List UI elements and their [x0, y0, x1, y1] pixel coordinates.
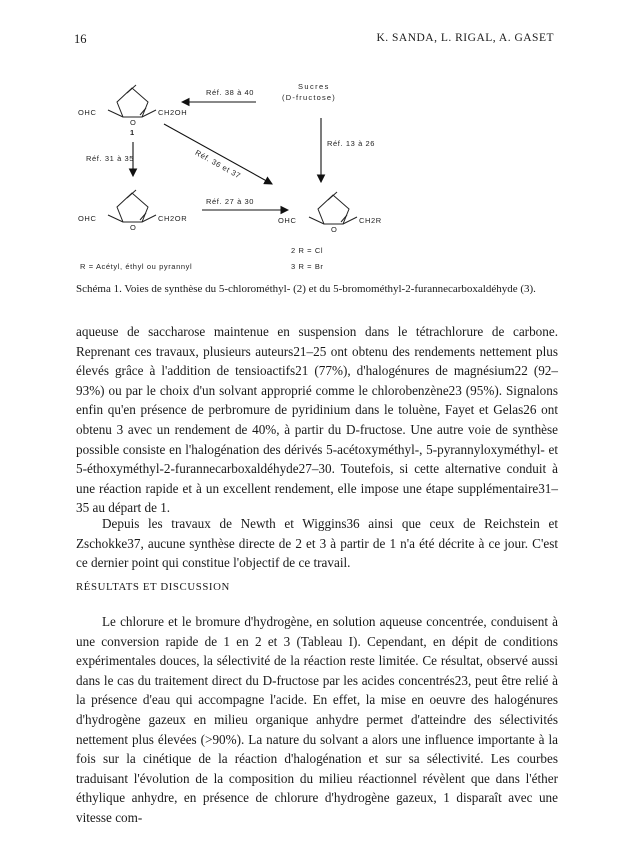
paragraph-3: Le chlorure et le bromure d'hydrogène, en solution aqueuse concentrée, conduisent à une conversion rapide de 1 en 2 et 3 (Tableau I). Cependant, en dépit de conditions expérimentales douces, la sélectivité de la réaction reste limitée. Ce résultat, observé aussi dans le cas du traitement direct du D-fructose par les acides concentrés23, peut être relié à la présence d'eau qui accompagne l'acide. En effet, la mise en oeuvre des halogénures d'hydrogène gazeux en milieu organique anhydre permet d'atteindre des sélectivités nettement plus élevées (>90%). La nature du solvant a alors une influence importante à la fois sur la cinétique de la réaction d'halogénation et sur sa sélectivité. Les courbes traduisant l'évolution de la composition du milieu réactionnel révèlent que dans l'éther éthylique anhydre, en présence de chlorure d'hydrogène gazeux, 1 disparaît avec une vitesse com-: [76, 614, 558, 825]
paragraph-1: aqueuse de saccharose maintenue en suspension dans le tétrachlorure de carbone. Reprenant ces travaux, plusieurs auteurs21–25 ont obtenu des rendements nettement plus élevés grâce à l'addition de tensioactifs21 (77%), d'halogénures de magnésium22 (92–93%) ou par le choix d'un solvant approprié comme le chlorobenzène23 (95%). Signalons enfin qu'en présence de perbromure de pyridinium dans le toluène, Fayet et Gelas26 ont obtenu 3 avec un rendement de 40%, à partir du D-fructose. Une autre voie de synthèse possible consiste en l'halogénation des dérivés 5-acétoxyméthyl-, 5-pyrannyloxyméthyl- et 5-éthoxyméthyl-2-furannecarboxaldéhyde27–30. Toutefois, si cette alternative conduit à une réaction rapide et à un excellent rendement, elle impose une étape supplémentaire31–35 au départ de 1.: [76, 324, 558, 516]
paragraph-2: Depuis les travaux de Newth et Wiggins36 ainsi que ceux de Reichstein et Zschokke37, aucune synthèse directe de 2 et 3 à partir de 1 n'a été décrite à ce jour. C'est ce dernier point qui constitue l'objectif de ce travail.: [76, 516, 558, 571]
mol1-ohc: OHC: [78, 108, 97, 117]
ref-38-40-label: Réf. 38 à 40: [206, 88, 255, 97]
running-header-authors: K. SANDA, L. RIGAL, A. GASET: [376, 32, 554, 44]
ref-36-37-label: Réf. 36 et 37: [193, 148, 243, 181]
furan-ring-ether: [108, 190, 156, 222]
scheme-caption: Schéma 1. Voies de synthèse du 5-chlorométhyl- (2) et du 5-bromométhyl-2-furannecarboxaldéhyde (3).: [76, 283, 536, 295]
furan-ring-1: [108, 85, 156, 117]
sucres-label: Sucres: [298, 82, 330, 91]
ref-13-26-label: Réf. 13 à 26: [327, 139, 376, 148]
page-number: 16: [74, 32, 87, 46]
arrow-diagonal: [164, 124, 272, 184]
mol-halide-o: O: [331, 225, 338, 234]
mol-ether-ohc: OHC: [78, 214, 97, 223]
mol-halide-ch2r: CH2R: [359, 216, 382, 225]
compound-2-definition: 2 R = Cl: [291, 246, 324, 255]
ref-27-30-label: Réf. 27 à 30: [206, 197, 255, 206]
ref-31-35-label: Réf. 31 à 35: [86, 154, 135, 163]
compound-3-definition: 3 R = Br: [291, 262, 324, 271]
furan-ring-halide: [309, 192, 357, 224]
mol1-ch2oh: CH2OH: [158, 108, 188, 117]
mol-halide-ohc: OHC: [278, 216, 297, 225]
fructose-label: (D-fructose): [282, 93, 336, 102]
compound-1-number: 1: [130, 128, 135, 137]
section-title: RÉSULTATS ET DISCUSSION: [76, 581, 230, 593]
reaction-scheme: [70, 62, 570, 282]
r-definition: R = Acétyl, éthyl ou pyrannyl: [80, 262, 193, 271]
mol1-o: O: [130, 118, 137, 127]
mol-ether-ch2or: CH2OR: [158, 214, 188, 223]
mol-ether-o: O: [130, 223, 137, 232]
